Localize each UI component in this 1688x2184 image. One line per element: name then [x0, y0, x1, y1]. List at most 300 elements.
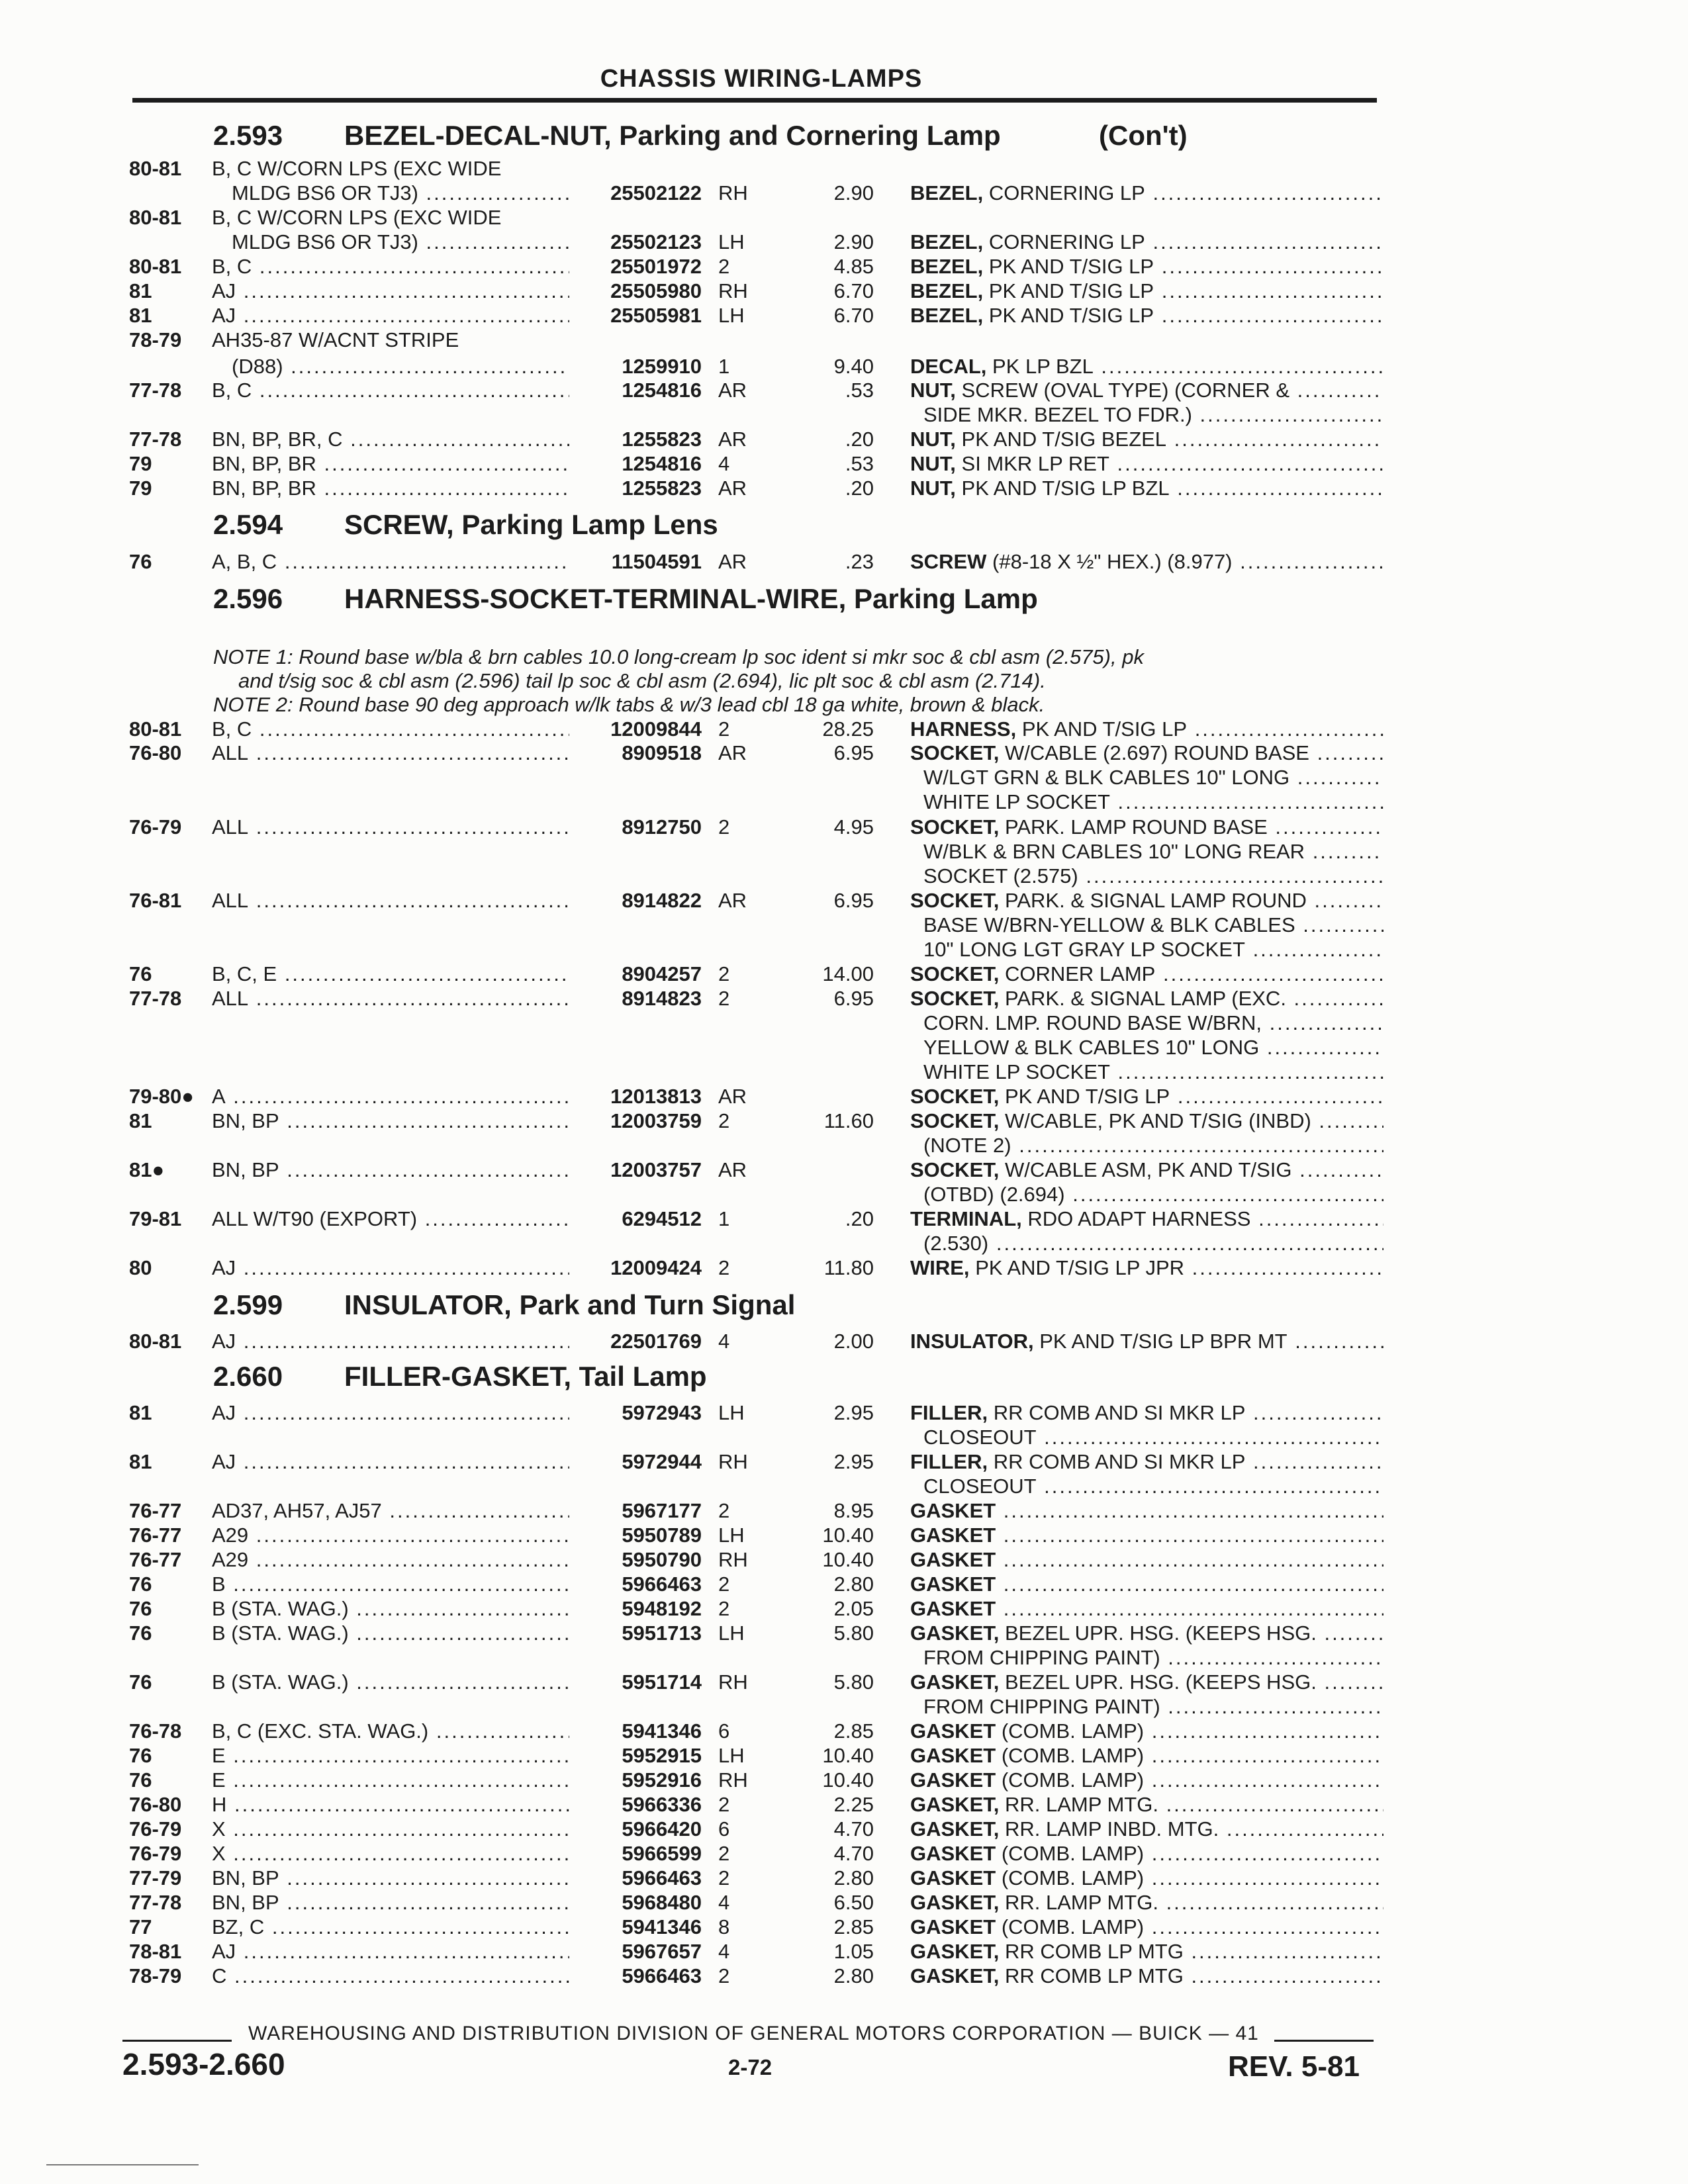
description: [910, 1547, 1383, 1572]
model-application: E .....: [212, 1768, 569, 1792]
description-text: PK AND T/SIG LP: [1021, 717, 1188, 741]
section-title: SCREW, Parking Lamp Lens: [344, 509, 718, 540]
part-row: [0, 303, 1688, 328]
part-row: [0, 741, 1688, 765]
part-number: 5952915: [622, 1744, 702, 1767]
price: 2.80: [833, 1866, 874, 1889]
description-keyword: GASKET,: [910, 1670, 1000, 1694]
price: 28.25: [822, 717, 874, 741]
part-row: [0, 230, 1688, 254]
part-row: [0, 1915, 1688, 1939]
quantity: 2: [718, 255, 730, 278]
description-text: W/BLK & BRN CABLES 10" LONG REAR: [923, 840, 1305, 863]
description-text: CORNERING LP: [988, 230, 1145, 253]
part-row: [0, 1035, 1688, 1060]
part-row: [0, 1964, 1688, 1988]
quantity: RH: [718, 1548, 748, 1571]
price: 2.85: [833, 1915, 874, 1938]
part-row: [0, 815, 1688, 839]
quantity: LH: [718, 230, 745, 253]
description-text: RR COMB LP MTG: [1004, 1940, 1184, 1963]
part-row: [0, 451, 1688, 476]
description: [923, 1474, 1383, 1498]
description-keyword: GASKET,: [910, 1964, 1000, 1987]
model-year: 76: [129, 1768, 152, 1792]
description-keyword: NUT,: [910, 477, 956, 500]
price: 4.70: [833, 1842, 874, 1865]
price: 2.05: [833, 1597, 874, 1620]
model-year: 77-78: [129, 428, 182, 451]
description: [910, 427, 1383, 451]
model-year: 76: [129, 962, 152, 985]
quantity: 1: [718, 1207, 730, 1230]
description-keyword: SOCKET,: [910, 815, 1000, 839]
footer-rule-left: [122, 2040, 232, 2042]
price: 11.60: [823, 1109, 874, 1132]
model-application: B, C .....: [212, 378, 569, 402]
description-text: (NOTE 2): [923, 1134, 1011, 1157]
page-title: CHASSIS WIRING-LAMPS: [600, 65, 923, 93]
price: 6.70: [833, 304, 874, 327]
model-year: 80-81: [129, 206, 182, 229]
part-number: 8914823: [622, 987, 702, 1010]
description-keyword: NUT,: [910, 452, 956, 475]
quantity: AR: [718, 477, 747, 500]
part-number: 5952916: [622, 1768, 702, 1792]
section-title: HARNESS-SOCKET-TERMINAL-WIRE, Parking Lamp: [344, 583, 1038, 614]
part-row: [0, 1694, 1688, 1719]
part-number: 5966463: [622, 1572, 702, 1596]
quantity: 2: [718, 717, 730, 741]
description: [910, 1964, 1383, 1988]
description-text: (COMB. LAMP): [1001, 1842, 1145, 1865]
price: 1.05: [833, 1940, 874, 1963]
model-year: 76-78: [129, 1719, 182, 1743]
model-year: 78-79: [129, 328, 182, 351]
description: [910, 1621, 1383, 1645]
model-year: 76: [129, 1621, 152, 1645]
part-row: [0, 354, 1688, 379]
model-year: 76: [129, 550, 152, 573]
description: [923, 1425, 1383, 1449]
model-application: B, C W/CORN LPS (EXC WIDE: [212, 157, 502, 180]
description: [910, 476, 1383, 500]
description: [910, 1768, 1383, 1792]
description-text: PARK. & SIGNAL LAMP (EXC.: [1004, 987, 1286, 1010]
part-number: 12009844: [610, 717, 702, 741]
price: .20: [845, 1207, 874, 1230]
model-year: 76-80: [129, 1793, 182, 1816]
model-year: 80-81: [129, 717, 182, 741]
part-number: 1259910: [622, 355, 702, 378]
description: [910, 741, 1383, 765]
part-row: [0, 765, 1688, 790]
model-application: ALL .....: [212, 986, 569, 1011]
section-title: FILLER-GASKET, Tail Lamp: [344, 1361, 707, 1392]
description: [923, 765, 1383, 790]
description-keyword: GASKET,: [910, 1621, 1000, 1645]
price: 2.90: [833, 230, 874, 253]
description-keyword: GASKET,: [910, 1891, 1000, 1914]
part-row: [0, 1645, 1688, 1670]
model-application: BN, BP, BR .....: [212, 476, 569, 500]
price: 11.80: [823, 1256, 874, 1279]
quantity: LH: [718, 1621, 745, 1645]
description-text: PK LP BZL: [992, 355, 1094, 378]
price: 9.40: [833, 355, 874, 378]
description: [923, 1694, 1383, 1719]
part-number: 25502123: [610, 230, 702, 253]
model-year: 76-77: [129, 1548, 182, 1571]
quantity: 2: [718, 1842, 730, 1865]
part-number: 25502122: [610, 181, 702, 205]
part-row: [0, 1841, 1688, 1866]
section-heading: [0, 1289, 1688, 1322]
quantity: 8: [718, 1915, 730, 1938]
description-text: (#8-18 X ½" HEX.) (8.977): [992, 550, 1233, 573]
quantity: 2: [718, 987, 730, 1010]
description-keyword: HARNESS,: [910, 717, 1017, 741]
description-text: CLOSEOUT: [923, 1426, 1037, 1449]
model-application: BN, BP, BR, C .....: [212, 427, 569, 451]
part-row: [0, 1866, 1688, 1890]
description: [910, 1255, 1383, 1280]
model-application: BN, BP .....: [212, 1866, 569, 1890]
description-text: PARK. & SIGNAL LAMP ROUND: [1004, 889, 1307, 912]
model-application: MLDG BS6 OR TJ3) .....: [232, 230, 569, 254]
description: [910, 1449, 1383, 1474]
footer-rule-right: [1274, 2040, 1374, 2042]
section-number: 2.660: [213, 1361, 283, 1392]
description: [923, 1182, 1383, 1206]
description: [923, 1231, 1383, 1255]
model-year: 81: [129, 279, 152, 302]
description-keyword: GASKET: [910, 1915, 996, 1938]
quantity: 2: [718, 1793, 730, 1816]
quantity: 2: [718, 1572, 730, 1596]
part-row: [0, 913, 1688, 937]
part-number: 5966599: [622, 1842, 702, 1865]
description: [910, 1890, 1383, 1915]
part-row: [0, 1474, 1688, 1498]
part-row: [0, 864, 1688, 888]
model-year: 80: [129, 1256, 152, 1279]
price: .20: [845, 428, 874, 451]
quantity: 2: [718, 1964, 730, 1987]
quantity: 6: [718, 1719, 730, 1743]
model-application: A, B, C .....: [212, 549, 569, 574]
part-number: 1254816: [622, 452, 702, 475]
model-application: B, C W/CORN LPS (EXC WIDE: [212, 206, 502, 229]
description: [923, 402, 1383, 427]
description-text: PK AND T/SIG LP: [1004, 1085, 1170, 1108]
description-text: W/CABLE, PK AND T/SIG (INBD): [1004, 1109, 1311, 1132]
description: [910, 1498, 1383, 1523]
part-number: 5950790: [622, 1548, 702, 1571]
model-year: 77-79: [129, 1866, 182, 1889]
model-application: X .....: [212, 1841, 569, 1866]
part-number: 5941346: [622, 1719, 702, 1743]
price: 6.95: [833, 987, 874, 1010]
description: [923, 839, 1383, 864]
description-keyword: INSULATOR,: [910, 1330, 1034, 1353]
model-year: 79: [129, 477, 152, 500]
description-keyword: TERMINAL,: [910, 1207, 1022, 1230]
description-text: W/CABLE ASM, PK AND T/SIG: [1004, 1158, 1292, 1181]
price: 5.80: [833, 1670, 874, 1694]
model-application: BN, BP, BR .....: [212, 451, 569, 476]
description-text: BASE W/BRN-YELLOW & BLK CABLES: [923, 913, 1295, 936]
description-text: WHITE LP SOCKET: [923, 1060, 1110, 1083]
part-number: 6294512: [622, 1207, 702, 1230]
quantity: RH: [718, 279, 748, 302]
model-year: 81: [129, 1450, 152, 1473]
description-keyword: SCREW: [910, 550, 987, 573]
model-year: 80-81: [129, 157, 182, 180]
description-keyword: GASKET,: [910, 1793, 1000, 1816]
description-keyword: GASKET: [910, 1524, 996, 1547]
description: [910, 1915, 1383, 1939]
model-year: 76-79: [129, 1842, 182, 1865]
model-year: 76-79: [129, 1817, 182, 1841]
model-year: 80-81: [129, 255, 182, 278]
part-number: 5967177: [622, 1499, 702, 1522]
price: 6.95: [833, 741, 874, 764]
model-application: X .....: [212, 1817, 569, 1841]
description: [910, 986, 1383, 1011]
description: [923, 937, 1383, 962]
description-text: SI MKR LP RET: [961, 452, 1109, 475]
part-number: 5966336: [622, 1793, 702, 1816]
price: 4.70: [833, 1817, 874, 1841]
part-number: 5948192: [622, 1597, 702, 1620]
price: 10.40: [822, 1548, 874, 1571]
model-year: 79: [129, 452, 152, 475]
description-text: PARK. LAMP ROUND BASE: [1004, 815, 1268, 839]
part-row: [0, 1133, 1688, 1158]
model-year: 81●: [129, 1158, 165, 1181]
description-text: YELLOW & BLK CABLES 10" LONG: [923, 1036, 1260, 1059]
quantity: 2: [718, 1499, 730, 1522]
price: 2.85: [833, 1719, 874, 1743]
price: 2.90: [833, 181, 874, 205]
header-rule: [132, 98, 1377, 103]
model-year: 77-78: [129, 1891, 182, 1914]
part-row: [0, 476, 1688, 500]
description: [910, 962, 1383, 986]
description-text: (OTBD) (2.694): [923, 1183, 1065, 1206]
model-application: ALL .....: [212, 888, 569, 913]
part-row: [0, 1547, 1688, 1572]
description: [923, 1011, 1383, 1035]
part-row: [0, 1719, 1688, 1743]
part-number: 1255823: [622, 477, 702, 500]
price: .53: [845, 379, 874, 402]
model-application: AJ .....: [212, 279, 569, 303]
part-row: [0, 1060, 1688, 1084]
description-text: RR. LAMP INBD. MTG.: [1004, 1817, 1219, 1841]
description-text: RDO ADAPT HARNESS: [1027, 1207, 1251, 1230]
part-number: 12003757: [610, 1158, 702, 1181]
section-heading: [0, 119, 1688, 152]
part-number: 5972943: [622, 1401, 702, 1424]
quantity: LH: [718, 1401, 745, 1424]
description-text: PK AND T/SIG LP JPR: [975, 1256, 1185, 1279]
model-year: 76: [129, 1597, 152, 1620]
part-row: [0, 1572, 1688, 1596]
description: [910, 181, 1383, 205]
quantity: 1: [718, 355, 730, 378]
footer-section-range: 2.593-2.660: [122, 2047, 285, 2081]
description-keyword: SOCKET,: [910, 741, 1000, 764]
quantity: LH: [718, 1524, 745, 1547]
description: [910, 1158, 1383, 1182]
description-keyword: GASKET: [910, 1499, 996, 1522]
description: [910, 1719, 1383, 1743]
footer-revision: REV. 5-81: [1228, 2050, 1360, 2083]
part-row: [0, 1084, 1688, 1109]
part-row: [0, 279, 1688, 303]
section-heading: [0, 582, 1688, 615]
model-application: (D88) .....: [232, 354, 569, 379]
part-number: 5972944: [622, 1450, 702, 1473]
description-text: WHITE LP SOCKET: [923, 790, 1110, 813]
description: [910, 354, 1383, 379]
description-text: PK AND T/SIG BEZEL: [961, 428, 1167, 451]
description: [923, 1035, 1383, 1060]
part-row: [0, 1768, 1688, 1792]
section-number: 2.596: [213, 583, 283, 614]
model-application: A .....: [212, 1084, 569, 1109]
quantity: AR: [718, 550, 747, 573]
description: [910, 1109, 1383, 1133]
description: [923, 1060, 1383, 1084]
quantity: RH: [718, 181, 748, 205]
part-row: [0, 1743, 1688, 1768]
model-application: ALL .....: [212, 815, 569, 839]
price: 10.40: [822, 1744, 874, 1767]
description-text: (COMB. LAMP): [1001, 1719, 1145, 1743]
footer-page-number: 2-72: [728, 2055, 773, 2079]
description: [923, 1133, 1383, 1158]
part-row: [0, 962, 1688, 986]
note-line: and t/sig soc & cbl asm (2.596) tail lp soc & cbl asm (2.694), lic plt soc & cbl asm (2.714).: [238, 669, 1046, 692]
description: [910, 378, 1383, 402]
model-year: 76: [129, 1744, 152, 1767]
description: [910, 1866, 1383, 1890]
description-text: (COMB. LAMP): [1001, 1866, 1145, 1889]
part-row: [0, 1109, 1688, 1133]
quantity: RH: [718, 1450, 748, 1473]
quantity: 2: [718, 962, 730, 985]
description-keyword: BEZEL,: [910, 255, 984, 278]
price: 10.40: [822, 1524, 874, 1547]
model-application: BN, BP .....: [212, 1890, 569, 1915]
model-application: B (STA. WAG.) .....: [212, 1670, 569, 1694]
description: [910, 1939, 1383, 1964]
description-text: CLOSEOUT: [923, 1475, 1037, 1498]
description-keyword: NUT,: [910, 379, 956, 402]
quantity: LH: [718, 1744, 745, 1767]
description-keyword: WIRE,: [910, 1256, 970, 1279]
part-row: [0, 378, 1688, 402]
description-keyword: BEZEL,: [910, 230, 984, 253]
part-number: 5941346: [622, 1915, 702, 1938]
description-keyword: FILLER,: [910, 1401, 988, 1424]
description-text: (COMB. LAMP): [1001, 1768, 1145, 1792]
quantity: 2: [718, 1256, 730, 1279]
description: [910, 254, 1383, 279]
section-title: BEZEL-DECAL-NUT, Parking and Cornering Lamp: [344, 120, 1001, 151]
model-application: B, C, E .....: [212, 962, 569, 986]
description-text: W/LGT GRN & BLK CABLES 10" LONG: [923, 766, 1290, 789]
section-continued: (Con't): [1099, 120, 1188, 151]
part-number: 5968480: [622, 1891, 702, 1914]
part-row: [0, 427, 1688, 451]
description-keyword: SOCKET,: [910, 962, 1000, 985]
description: [910, 888, 1383, 913]
model-year: 76-77: [129, 1524, 182, 1547]
part-number: 25505980: [610, 279, 702, 302]
model-application: AJ .....: [212, 1255, 569, 1280]
price: 4.95: [833, 815, 874, 839]
model-application: AH35-87 W/ACNT STRIPE: [212, 328, 459, 351]
part-number: 25505981: [610, 304, 702, 327]
description: [910, 1596, 1383, 1621]
description-text: CORNERING LP: [988, 181, 1145, 205]
model-application: B, C .....: [212, 254, 569, 279]
description-keyword: GASKET: [910, 1842, 996, 1865]
part-number: 5966420: [622, 1817, 702, 1841]
model-year: 76-81: [129, 889, 182, 912]
price: 10.40: [822, 1768, 874, 1792]
quantity: 2: [718, 815, 730, 839]
quantity: 2: [718, 1109, 730, 1132]
description: [923, 790, 1383, 814]
description-text: PK AND T/SIG LP BZL: [961, 477, 1170, 500]
description-text: PK AND T/SIG LP: [988, 279, 1154, 302]
model-application: AJ .....: [212, 1400, 569, 1425]
price: 2.95: [833, 1450, 874, 1473]
model-application: AJ .....: [212, 1329, 569, 1353]
part-row: [0, 549, 1688, 574]
model-application: BN, BP .....: [212, 1158, 569, 1182]
note-line: NOTE 2: Round base 90 deg approach w/lk tabs & w/3 lead cbl 18 ga white, brown & black.: [213, 693, 1045, 716]
part-row: [0, 1425, 1688, 1449]
model-year: 76: [129, 1572, 152, 1596]
part-number: 12009424: [610, 1256, 702, 1279]
description: [910, 1743, 1383, 1768]
description: [910, 451, 1383, 476]
model-year: 78-79: [129, 1964, 182, 1987]
price: .23: [845, 550, 874, 573]
description-keyword: GASKET: [910, 1719, 996, 1743]
description-keyword: BEZEL,: [910, 181, 984, 205]
part-row: [0, 1621, 1688, 1645]
part-number: 5951714: [622, 1670, 702, 1694]
part-number: 5966463: [622, 1964, 702, 1987]
description-keyword: GASKET: [910, 1768, 996, 1792]
model-application: B (STA. WAG.) .....: [212, 1596, 569, 1621]
description-text: PK AND T/SIG LP: [988, 304, 1154, 327]
note-line: NOTE 1: Round base w/bla & brn cables 10.0 long-cream lp soc ident si mkr soc & cbl asm (2.575), pk: [213, 645, 1144, 668]
price: 14.00: [822, 962, 874, 985]
part-number: 25501972: [610, 255, 702, 278]
description-text: CORNER LAMP: [1004, 962, 1156, 985]
part-row: [0, 1817, 1688, 1841]
description: [910, 1084, 1383, 1109]
description-text: SIDE MKR. BEZEL TO FDR.): [923, 403, 1192, 426]
